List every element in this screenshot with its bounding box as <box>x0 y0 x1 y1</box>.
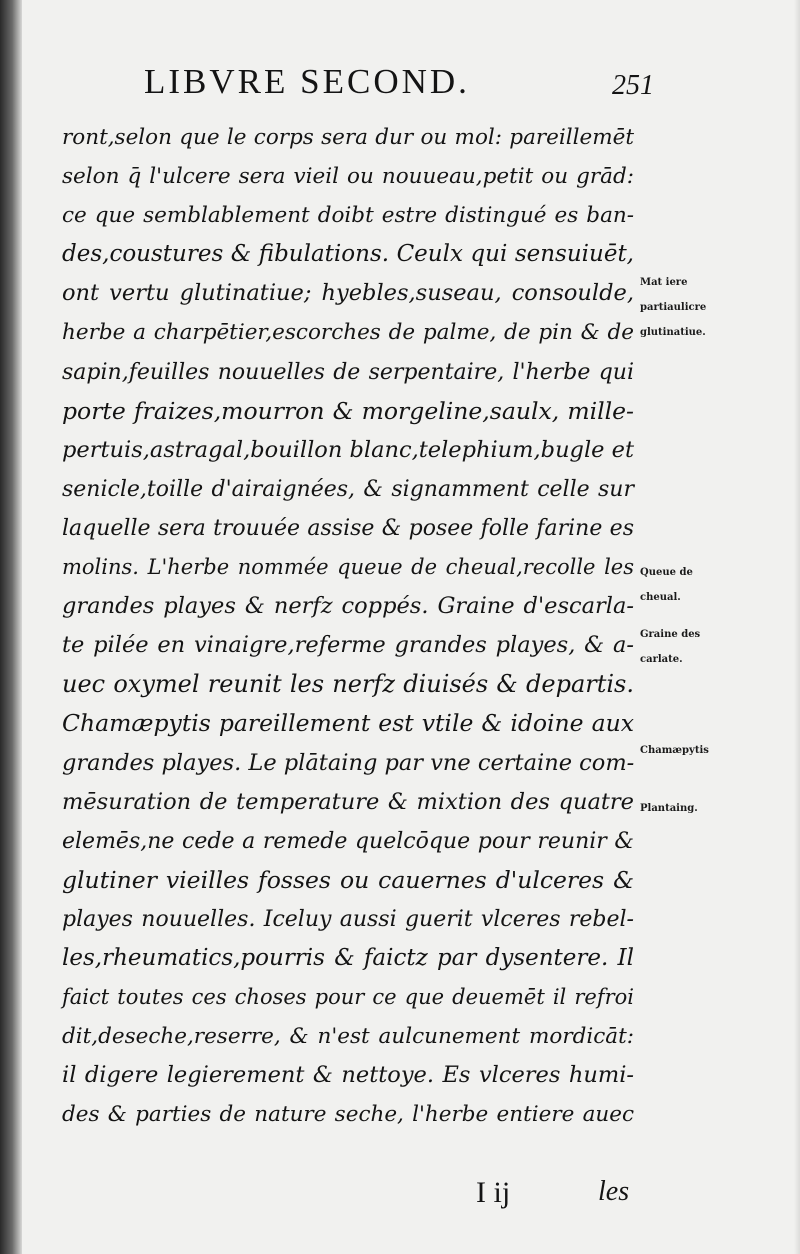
text-line: ont vertu glutinatiue; hyebles,suseau, consoulde, <box>62 280 634 307</box>
text-line: sapin,feuilles nouuelles de serpentaire, l'herbe qui <box>62 359 634 385</box>
marginal-note-chamaepytis <box>640 738 796 763</box>
binding-gutter <box>0 0 22 1254</box>
text-line: laquelle sera trouuée assise & posee folle farine es <box>62 515 634 541</box>
marginal-note-line: Graine des <box>640 629 701 640</box>
running-title: LIBVRE SECOND. <box>144 62 470 101</box>
running-head <box>138 62 658 106</box>
text-line: dit,deseche,reserre, & n'est aulcunement mordicāt: <box>62 1024 634 1050</box>
text-line: te pilée en vinaigre,referme grandes playes, & a- <box>62 632 634 659</box>
text-line: elemēs,ne cede a remede quelcōque pour reunir & <box>62 828 634 854</box>
text-line: herbe a charpētier,escorches de palme, de pin & de <box>62 320 634 346</box>
text-line: il digere legierement & nettoye. Es vlceres humi- <box>62 1062 634 1089</box>
text-line: glutiner vieilles fosses ou cauernes d'ulceres & <box>62 865 634 894</box>
signature-mark: I ij <box>476 1176 511 1209</box>
marginal-note-line: Chamæpytis <box>640 745 709 756</box>
marginal-note-line: cheual. <box>640 592 681 603</box>
marginal-note-line: Plantaing. <box>640 803 698 814</box>
marginal-note-line: Mat iere <box>640 277 688 288</box>
text-line: des,coustures & fibulations. Ceulx qui sensuiuēt, <box>62 241 634 268</box>
catchword: les <box>598 1176 630 1207</box>
marginal-note-plantaing <box>640 796 796 821</box>
marginal-note-matiere-glutinative <box>640 270 796 345</box>
marginal-note-line: partiaulicre <box>640 302 707 313</box>
text-line: pertuis,astragal,bouillon blanc,telephium,bugle et <box>62 436 634 463</box>
text-line: selon q̄ l'ulcere sera vieil ou nouueau,petit ou grād: <box>62 164 634 190</box>
marginal-note-queue-de-cheual <box>640 560 796 610</box>
text-line: les,rheumatics,pourris & faictz par dysentere. Il <box>62 944 634 971</box>
marginal-note-line: carlate. <box>640 654 683 665</box>
marginal-note-line: glutinatiue. <box>640 327 706 338</box>
body-text <box>62 118 634 1134</box>
text-line: grandes playes. Le plātaing par vne certaine com- <box>62 749 635 776</box>
text-line: senicle,toille d'airaignées, & signamment celle sur <box>62 476 634 502</box>
marginal-note-line: Queue de <box>640 567 693 578</box>
text-line: ront,selon que le corps sera dur ou mol: pareillemēt <box>62 125 634 150</box>
text-line: faict toutes ces choses pour ce que deuemēt il refroi <box>62 985 634 1010</box>
text-line: molins. L'herbe nommée queue de cheual,recolle les <box>62 555 634 580</box>
text-line: porte fraizes,mourron & morgeline,saulx, mille- <box>62 396 634 425</box>
text-line: Chamæpytis pareillement est vtile & idoine aux <box>62 709 634 738</box>
text-line: des & parties de nature seche, l'herbe entiere auec <box>62 1102 634 1128</box>
text-line: uec oxymel reunit les nerfz diuisés & departis. <box>62 670 634 699</box>
text-line: grandes playes & nerfz coppés. Graine d'escarla- <box>62 593 634 620</box>
marginal-note-graine-descarlate <box>640 622 796 672</box>
text-line: mēsuration de temperature & mixtion des quatre <box>62 788 634 815</box>
text-line: ce que semblablement doibt estre distingué es ban- <box>62 203 634 229</box>
text-line: playes nouuelles. Iceluy aussi guerit vlceres rebel- <box>62 906 634 932</box>
page-number: 251 <box>612 70 654 101</box>
